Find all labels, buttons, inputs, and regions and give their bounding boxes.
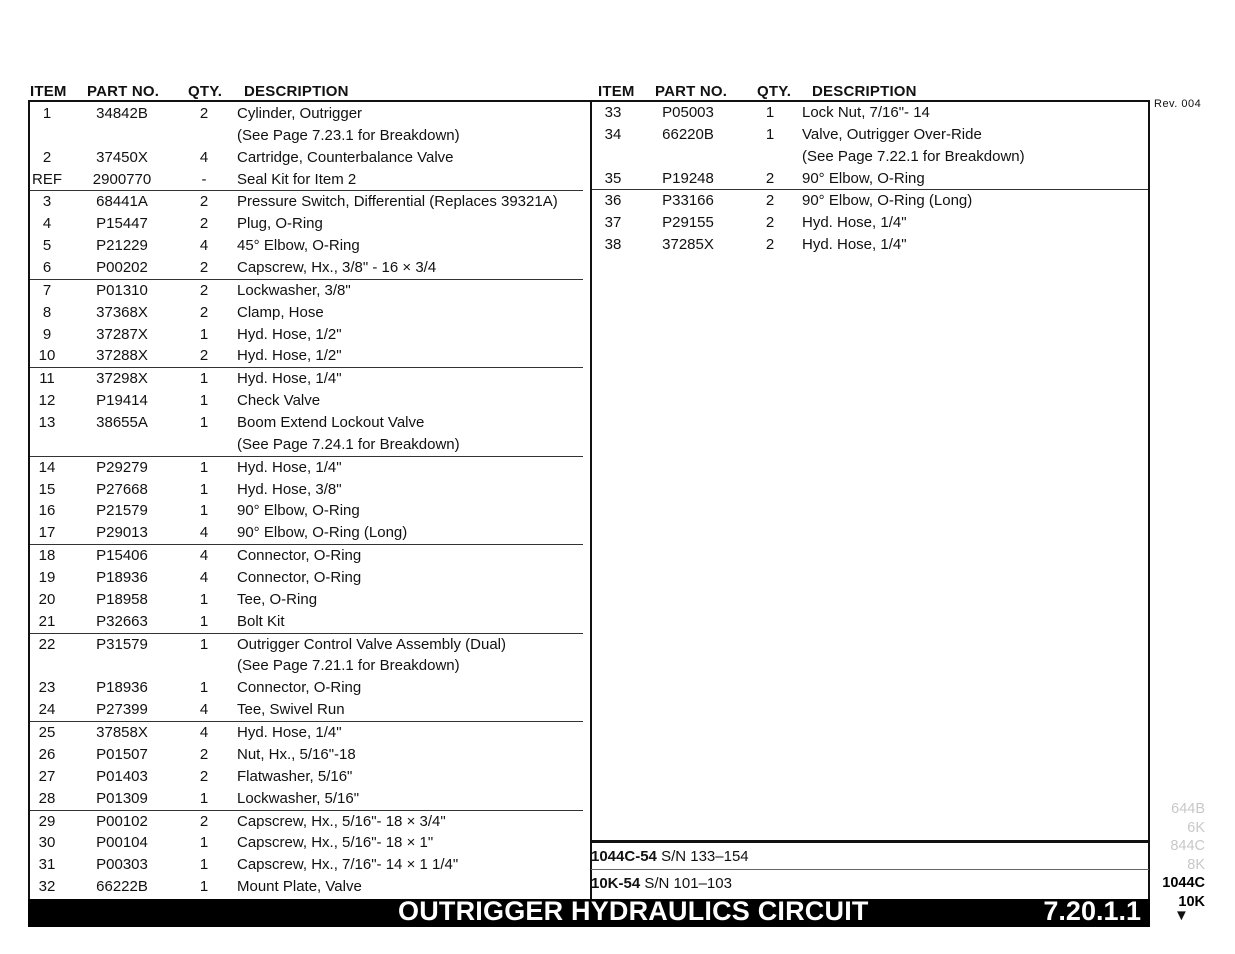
item-cell: 16 (38, 502, 56, 520)
description-cell: Cylinder, Outrigger (237, 105, 363, 122)
item-cell: 29 (38, 812, 56, 830)
description-cell: Hyd. Hose, 1/4" (802, 214, 907, 232)
part-no-cell: P00303 (96, 856, 148, 874)
qty-cell: 1 (199, 502, 209, 520)
part-no-cell: 37287X (96, 325, 148, 343)
qty-cell: 2 (199, 281, 209, 299)
item-cell: 28 (38, 789, 56, 807)
model-644b: 644B (1171, 801, 1205, 817)
table-row (30, 257, 583, 279)
page-number: 7.20.1.1 (1043, 896, 1141, 926)
qty-cell: 2 (765, 169, 775, 187)
table-row (30, 655, 583, 677)
qty-cell: 1 (765, 125, 775, 143)
part-no-cell: 37858X (96, 724, 148, 742)
qty-cell: 2 (199, 812, 209, 830)
table-row (30, 721, 583, 744)
item-cell: 8 (42, 303, 52, 321)
item-cell: 17 (38, 524, 56, 542)
description-cell: Tee, O-Ring (237, 590, 318, 608)
part-no-cell: P21579 (96, 502, 148, 520)
qty-cell: 2 (199, 193, 209, 211)
model-code: 10K-54 (591, 875, 641, 892)
qty-cell: 2 (765, 214, 775, 232)
part-no-cell: 66222B (96, 878, 148, 896)
item-cell: 3 (42, 193, 52, 211)
part-no-cell: P29279 (96, 458, 148, 476)
description-cell: Plug, O-Ring (237, 215, 323, 233)
part-no-cell: 37450X (96, 148, 148, 166)
table-row (30, 324, 583, 346)
part-no-cell: P01403 (96, 767, 148, 785)
part-no-cell: P19414 (96, 392, 148, 410)
qty-cell: 2 (199, 347, 209, 365)
table-row (30, 367, 583, 390)
serial-range: S/N 133–154 (661, 848, 749, 865)
qty-cell: 4 (199, 701, 209, 719)
description-cell: Nut, Hx., 5/16"-18 (237, 745, 356, 763)
part-no-cell: 37288X (96, 347, 148, 365)
description-cell: Connector, O-Ring (237, 569, 362, 587)
qty-cell: 1 (199, 370, 209, 388)
qty-cell: 1 (199, 635, 209, 653)
table-row (592, 189, 1148, 212)
header-qty: QTY. (757, 83, 792, 100)
description-cell: 90° Elbow, O-Ring (237, 502, 360, 520)
item-cell: 30 (38, 834, 56, 852)
item-cell: 31 (38, 856, 56, 874)
description-cell: Hyd. Hose, 1/4" (237, 724, 342, 742)
part-no-cell: P31579 (96, 635, 148, 653)
table-row (30, 854, 583, 876)
qty-cell: 1 (199, 679, 209, 697)
item-cell: 13 (38, 414, 56, 432)
qty-cell: 1 (199, 878, 209, 896)
part-no-cell: 34842B (96, 105, 148, 122)
table-row (592, 146, 1148, 168)
item-cell: 27 (38, 767, 56, 785)
part-no-cell: P01310 (96, 281, 148, 299)
part-no-cell: P01309 (96, 789, 148, 807)
item-cell: 9 (42, 325, 52, 343)
model-1044c: 1044C (1162, 875, 1205, 891)
model-8k: 8K (1187, 856, 1205, 873)
description-cell: 90° Elbow, O-Ring (802, 169, 925, 187)
table-row (592, 102, 1148, 124)
item-cell: 18 (38, 547, 56, 565)
model-10k: 10K (1178, 893, 1205, 910)
description-cell: Connector, O-Ring (237, 679, 362, 697)
table-row (30, 766, 583, 788)
description-cell: Clamp, Hose (237, 303, 324, 321)
table-row (30, 190, 583, 213)
table-row (30, 213, 583, 235)
table-row (30, 633, 583, 656)
part-no-cell: 37285X (662, 236, 714, 254)
part-no-cell: P00104 (96, 834, 148, 852)
qty-cell: 1 (199, 414, 209, 432)
table-row (592, 212, 1148, 234)
description-cell: Pressure Switch, Differential (Replaces 39321A) (237, 193, 558, 211)
table-row (30, 479, 583, 501)
description-cell: Connector, O-Ring (237, 547, 362, 565)
table-row (30, 699, 583, 721)
footer-model-1 (591, 848, 1149, 865)
serial-range: S/N 101–103 (644, 875, 732, 892)
qty-cell: 1 (199, 458, 209, 476)
item-cell: 35 (604, 169, 622, 187)
description-cell: Boom Extend Lockout Valve (237, 414, 425, 432)
qty-cell: 2 (199, 745, 209, 763)
qty-cell: - (201, 170, 207, 188)
header-description: DESCRIPTION (812, 83, 917, 100)
table-row (592, 234, 1148, 256)
description-cell: Capscrew, Hx., 5/16"- 18 × 1" (237, 834, 434, 852)
description-cell: Tee, Swivel Run (237, 701, 345, 719)
item-cell: 11 (39, 370, 55, 388)
part-no-cell: P05003 (662, 104, 714, 121)
revision-label: Rev. 004 (1154, 98, 1202, 110)
description-cell: Capscrew, Hx., 5/16"- 18 × 3/4" (237, 812, 446, 830)
part-no-cell: P21229 (96, 237, 148, 255)
item-cell: 23 (38, 679, 56, 697)
table-row (30, 434, 583, 456)
qty-cell: 2 (199, 259, 209, 277)
part-no-cell: P18958 (96, 590, 148, 608)
qty-cell: 4 (199, 148, 209, 166)
qty-cell: 4 (199, 724, 209, 742)
table-row (30, 589, 583, 611)
table-row (30, 412, 583, 434)
description-cell: Hyd. Hose, 1/4" (802, 236, 907, 254)
part-no-cell: P27399 (96, 701, 148, 719)
item-cell: 21 (38, 612, 56, 630)
table-row (30, 677, 583, 699)
table-row (30, 611, 583, 633)
qty-cell: 1 (765, 104, 775, 121)
part-no-cell: 68441A (96, 193, 148, 211)
qty-cell: 1 (199, 590, 209, 608)
model-6k: 6K (1187, 819, 1205, 836)
table-row (30, 235, 583, 257)
footer-rule-mid (591, 869, 1149, 870)
table-row (592, 124, 1148, 146)
item-cell: 14 (38, 458, 56, 476)
part-no-cell: P00102 (96, 812, 148, 830)
qty-cell: 1 (199, 392, 209, 410)
qty-cell: 2 (199, 303, 209, 321)
right-border (1148, 100, 1150, 900)
description-cell: Capscrew, Hx., 3/8" - 16 × 3/4 (237, 259, 437, 277)
description-cell: Flatwasher, 5/16" (237, 767, 353, 785)
description-cell: 90° Elbow, O-Ring (Long) (237, 524, 408, 542)
footer-rule-top (591, 840, 1149, 843)
header-part-no: PART NO. (655, 83, 728, 100)
item-cell: REF (32, 170, 62, 188)
item-cell: 4 (42, 215, 52, 233)
parts-table-right (592, 102, 1148, 256)
parts-table-left (30, 103, 583, 898)
qty-cell: 1 (199, 325, 209, 343)
description-cell: Capscrew, Hx., 7/16"- 14 × 1 1/4" (237, 856, 459, 874)
part-no-cell: P15406 (96, 547, 148, 565)
table-row (30, 169, 583, 191)
part-no-cell: P32663 (96, 612, 148, 630)
description-cell: Cartridge, Counterbalance Valve (237, 148, 454, 166)
part-no-cell: 37368X (96, 303, 148, 321)
header-qty: QTY. (188, 83, 223, 100)
item-cell: 26 (38, 745, 56, 763)
table-row (30, 832, 583, 854)
table-row (30, 567, 583, 589)
part-no-cell: 2900770 (92, 170, 152, 188)
description-cell: Hyd. Hose, 1/4" (237, 458, 342, 476)
qty-cell: 4 (199, 569, 209, 587)
item-cell: 36 (604, 192, 622, 210)
table-row (30, 147, 583, 169)
item-cell: 34 (604, 125, 622, 143)
qty-cell: 2 (199, 215, 209, 233)
part-no-cell: P29155 (662, 214, 714, 232)
part-no-cell: 38655A (96, 414, 148, 432)
qty-cell: 2 (765, 236, 775, 254)
table-row (30, 345, 583, 367)
header-item: ITEM (598, 83, 635, 100)
description-cell: Lock Nut, 7/16"- 14 (802, 104, 930, 121)
description-cell: 90° Elbow, O-Ring (Long) (802, 192, 973, 210)
item-cell: 19 (38, 569, 56, 587)
part-no-cell: P27668 (96, 480, 148, 498)
part-no-cell: P29013 (96, 524, 148, 542)
model-844c: 844C (1170, 838, 1205, 854)
header-item: ITEM (30, 83, 67, 100)
item-cell: 38 (604, 236, 622, 254)
item-cell: 12 (38, 392, 56, 410)
description-cell: 45° Elbow, O-Ring (237, 237, 360, 255)
description-cell: Hyd. Hose, 1/2" (237, 347, 342, 365)
item-cell: 2 (42, 148, 52, 166)
item-cell: 1 (42, 105, 52, 122)
header-part-no: PART NO. (87, 83, 160, 100)
description-cell: Lockwasher, 3/8" (237, 281, 351, 299)
part-no-cell: P33166 (662, 192, 714, 210)
description-cell: (See Page 7.24.1 for Breakdown) (237, 435, 460, 453)
part-no-cell: 37298X (96, 370, 148, 388)
description-cell: Valve, Outrigger Over-Ride (802, 125, 982, 143)
title-bar (28, 896, 1150, 927)
table-row (30, 279, 583, 302)
item-cell: 25 (38, 724, 56, 742)
table-row (30, 456, 583, 479)
table-row (592, 168, 1148, 190)
item-cell: 15 (38, 480, 56, 498)
qty-cell: 2 (199, 767, 209, 785)
part-no-cell: P19248 (662, 169, 714, 187)
description-cell: (See Page 7.23.1 for Breakdown) (237, 126, 460, 144)
qty-cell: 1 (199, 612, 209, 630)
description-cell: Check Valve (237, 392, 321, 410)
qty-cell: 4 (199, 524, 209, 542)
header-description: DESCRIPTION (244, 83, 349, 100)
item-cell: 32 (38, 878, 56, 896)
qty-cell: 2 (765, 192, 775, 210)
table-row (30, 125, 583, 147)
description-cell: Outrigger Control Valve Assembly (Dual) (237, 635, 506, 653)
item-cell: 10 (38, 347, 56, 365)
qty-cell: 4 (199, 547, 209, 565)
description-cell: Hyd. Hose, 1/4" (237, 370, 342, 388)
qty-cell: 4 (199, 237, 209, 255)
part-no-cell: P18936 (96, 679, 148, 697)
table-row (30, 522, 583, 544)
item-cell: 6 (42, 259, 52, 277)
part-no-cell: P18936 (96, 569, 148, 587)
description-cell: (See Page 7.21.1 for Breakdown) (237, 657, 460, 675)
table-row (30, 810, 583, 833)
footer-model-2 (591, 875, 1149, 892)
model-index (1162, 800, 1205, 911)
part-no-cell: P01507 (96, 745, 148, 763)
description-cell: Lockwasher, 5/16" (237, 789, 360, 807)
item-cell: 24 (38, 701, 56, 719)
item-cell: 33 (604, 104, 622, 121)
part-no-cell: P00202 (96, 259, 148, 277)
table-row (30, 876, 583, 898)
table-row (30, 302, 583, 324)
item-cell: 5 (42, 237, 52, 255)
qty-cell: 2 (199, 105, 209, 122)
table-row (30, 103, 583, 125)
down-arrow-icon[interactable]: ▼ (1174, 907, 1189, 924)
part-no-cell: P15447 (96, 215, 148, 233)
description-cell: Hyd. Hose, 3/8" (237, 480, 342, 498)
part-no-cell: 66220B (662, 125, 714, 143)
qty-cell: 1 (199, 834, 209, 852)
description-cell: Seal Kit for Item 2 (237, 170, 357, 188)
table-row (30, 744, 583, 766)
item-cell: 22 (38, 635, 56, 653)
page-title: OUTRIGGER HYDRAULICS CIRCUIT (398, 896, 869, 926)
description-cell: Hyd. Hose, 1/2" (237, 325, 342, 343)
table-row (30, 500, 583, 522)
description-cell: Mount Plate, Valve (237, 878, 362, 896)
item-cell: 7 (42, 281, 52, 299)
table-row (30, 788, 583, 810)
model-code: 1044C-54 (591, 848, 657, 865)
description-cell: (See Page 7.22.1 for Breakdown) (802, 147, 1025, 165)
item-cell: 37 (604, 214, 622, 232)
table-row (30, 390, 583, 412)
table-row (30, 544, 583, 567)
item-cell: 20 (38, 590, 56, 608)
qty-cell: 1 (199, 789, 209, 807)
qty-cell: 1 (199, 856, 209, 874)
description-cell: Bolt Kit (237, 612, 285, 630)
qty-cell: 1 (199, 480, 209, 498)
